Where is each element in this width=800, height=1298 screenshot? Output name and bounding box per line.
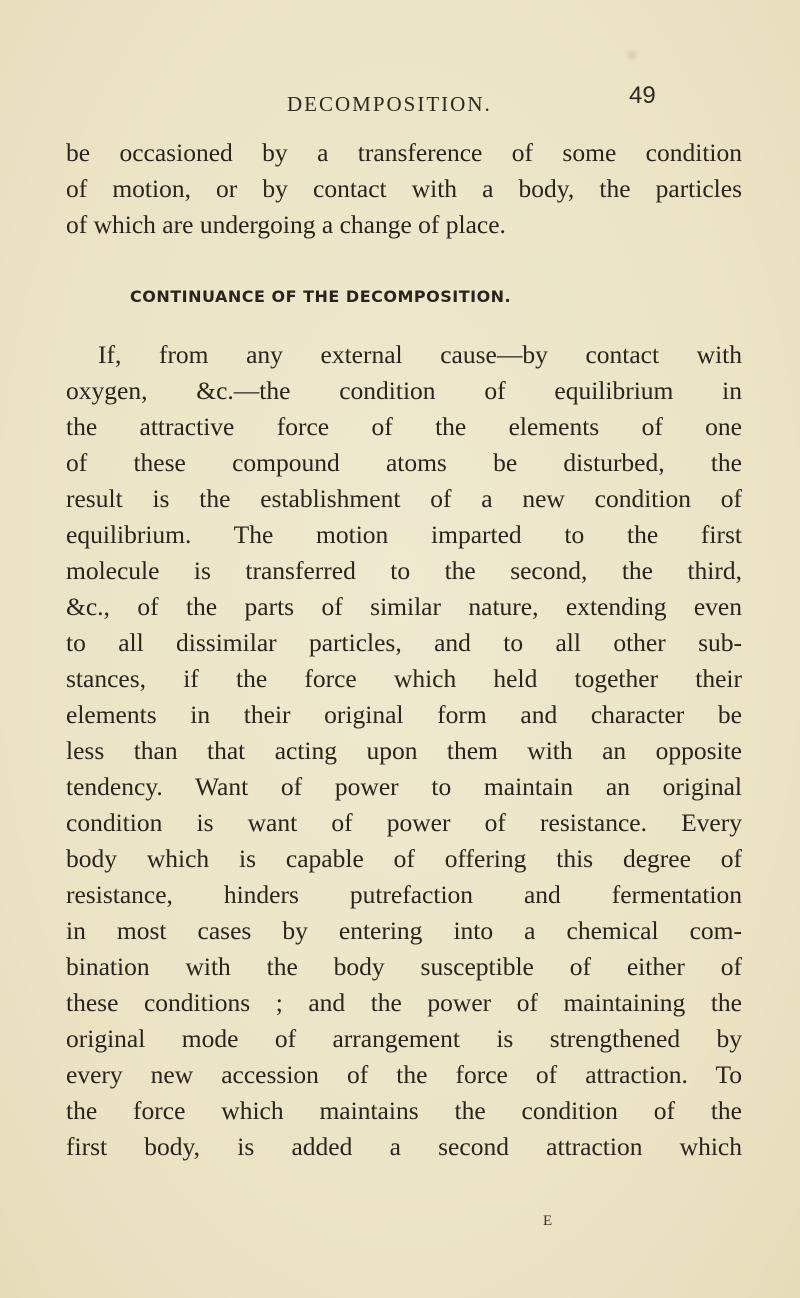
text-line: less than that acting upon them with an opposite bbox=[66, 736, 742, 765]
page-number: 49 bbox=[629, 82, 656, 109]
text-line: condition is want of power of resistance. Every bbox=[66, 808, 742, 837]
text-line: original mode of arrangement is strengthened by bbox=[66, 1024, 742, 1053]
text-line: in most cases by entering into a chemical com- bbox=[66, 916, 742, 945]
body-paragraph bbox=[66, 337, 742, 1165]
section-heading: CONTINUANCE OF THE DECOMPOSITION. bbox=[130, 287, 512, 306]
signature-mark: E bbox=[543, 1213, 553, 1229]
text-line: If, from any external cause—by contact with bbox=[98, 340, 742, 369]
text-line: body which is capable of offering this degree of bbox=[66, 844, 742, 873]
text-line: equilibrium. The motion imparted to the first bbox=[66, 520, 742, 549]
text-line: the attractive force of the elements of one bbox=[66, 412, 742, 441]
text-line: oxygen, &c.—the condition of equilibrium in bbox=[66, 376, 742, 405]
text-line: every new accession of the force of attraction. To bbox=[66, 1060, 742, 1089]
paper-stain bbox=[625, 48, 639, 62]
text-line: molecule is transferred to the second, the third, bbox=[66, 556, 742, 585]
text-line: resistance, hinders putrefaction and fermentation bbox=[66, 880, 742, 909]
intro-paragraph bbox=[66, 135, 742, 243]
text-line: elements in their original form and character be bbox=[66, 700, 742, 729]
text-line: be occasioned by a transference of some condition bbox=[66, 138, 742, 167]
text-line: these conditions ; and the power of maintaining the bbox=[66, 988, 742, 1017]
text-line: bination with the body susceptible of either of bbox=[66, 952, 742, 981]
running-head: DECOMPOSITION. bbox=[287, 92, 492, 116]
text-line: to all dissimilar particles, and to all other sub- bbox=[66, 628, 742, 657]
text-line: result is the establishment of a new condition of bbox=[66, 484, 742, 513]
text-line: of motion, or by contact with a body, the particles bbox=[66, 174, 742, 203]
text-line: first body, is added a second attraction which bbox=[66, 1132, 742, 1161]
text-line: of these compound atoms be disturbed, the bbox=[66, 448, 742, 477]
text-line: &c., of the parts of similar nature, extending even bbox=[66, 592, 742, 621]
text-line: the force which maintains the condition of the bbox=[66, 1096, 742, 1125]
text-line: stances, if the force which held together their bbox=[66, 664, 742, 693]
text-line: of which are undergoing a change of place. bbox=[66, 210, 506, 239]
text-line: tendency. Want of power to maintain an original bbox=[66, 772, 742, 801]
